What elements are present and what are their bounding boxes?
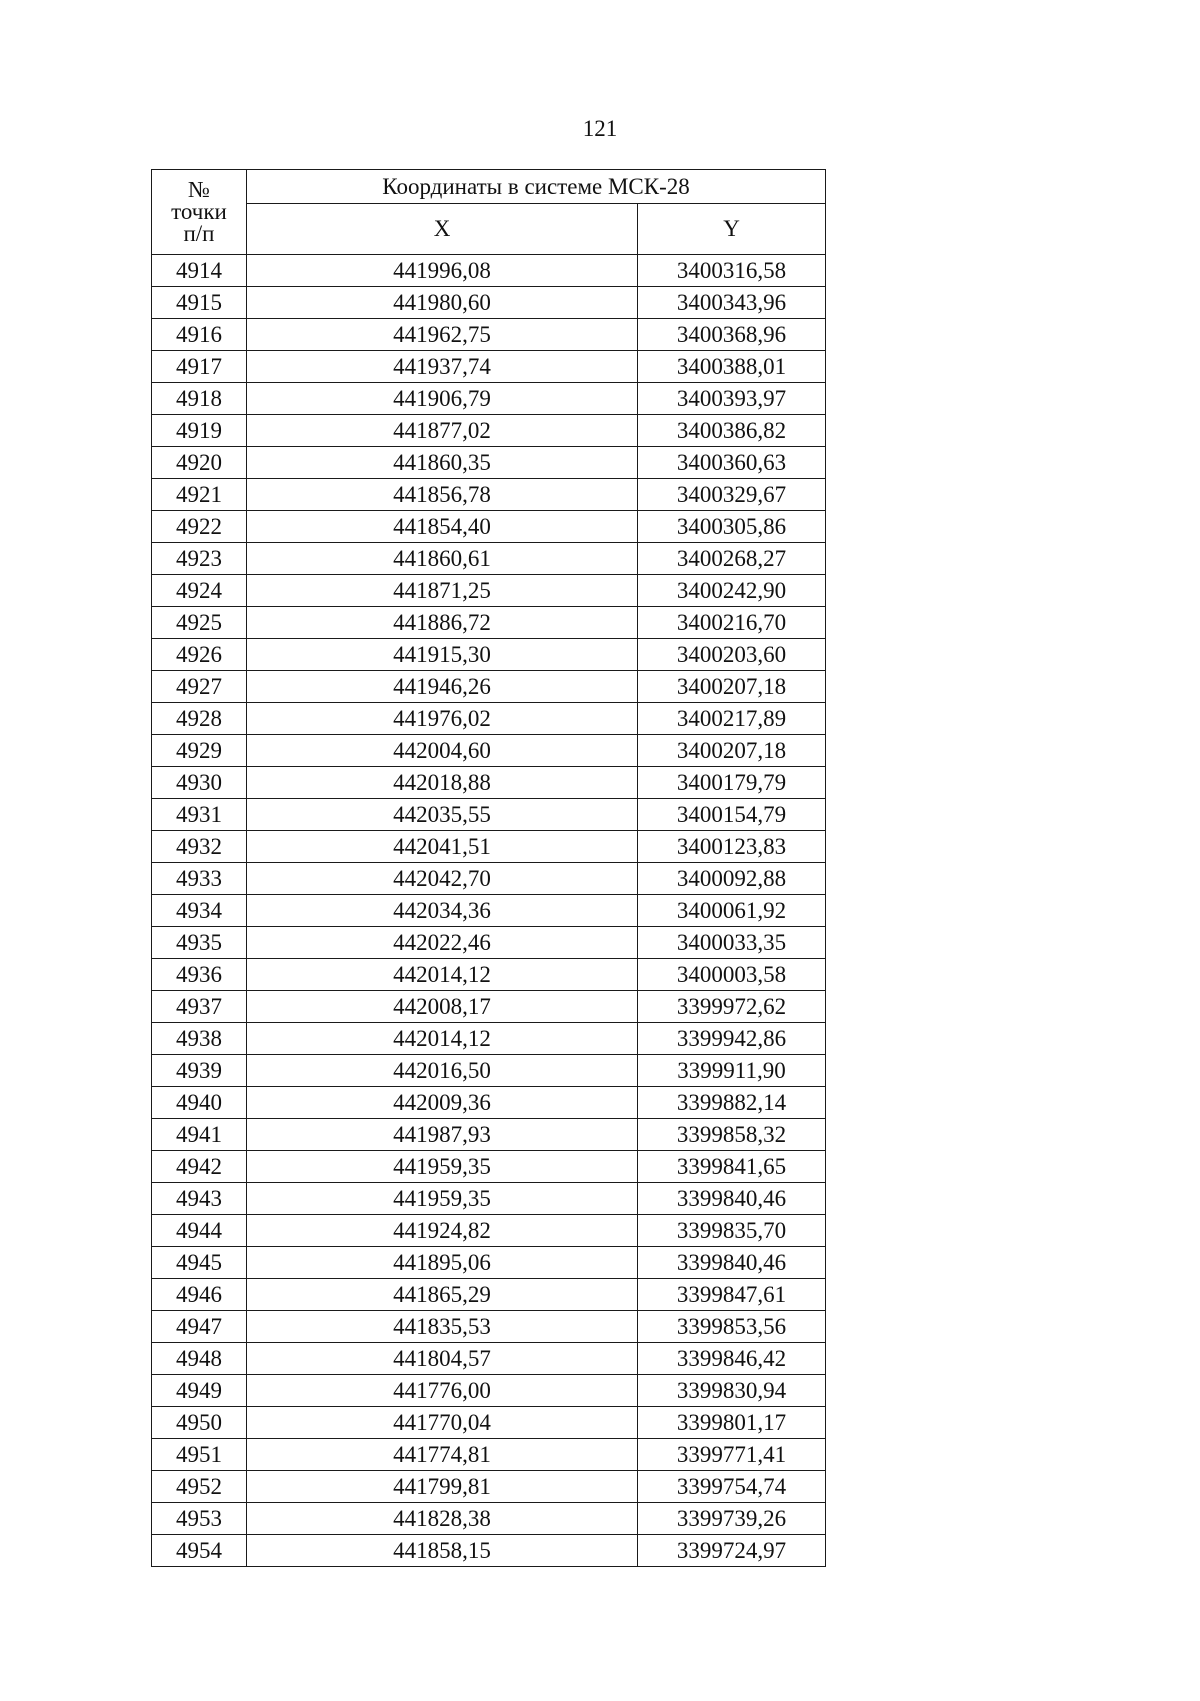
y-coordinate-cell: 3400207,18: [638, 735, 826, 767]
y-coordinate-cell: 3400368,96: [638, 319, 826, 351]
y-coordinate-cell: 3400388,01: [638, 351, 826, 383]
x-coordinate-cell: 442022,46: [247, 927, 638, 959]
point-number-cell: 4954: [152, 1535, 247, 1567]
table-row: [152, 671, 826, 703]
table-row: [152, 1055, 826, 1087]
x-coordinate-cell: 441976,02: [247, 703, 638, 735]
point-number-cell: 4916: [152, 319, 247, 351]
point-number-cell: 4940: [152, 1087, 247, 1119]
x-coordinate-cell: 441877,02: [247, 415, 638, 447]
table-row: [152, 639, 826, 671]
table-row: [152, 735, 826, 767]
y-coordinate-cell: 3399847,61: [638, 1279, 826, 1311]
x-coordinate-cell: 441770,04: [247, 1407, 638, 1439]
y-coordinate-cell: 3400123,83: [638, 831, 826, 863]
y-coordinate-cell: 3400316,58: [638, 255, 826, 287]
table-row: [152, 1183, 826, 1215]
point-number-cell: 4921: [152, 479, 247, 511]
x-coordinate-cell: 442035,55: [247, 799, 638, 831]
coordinates-table: [151, 169, 826, 1567]
table-row: [152, 991, 826, 1023]
x-coordinate-cell: 441854,40: [247, 511, 638, 543]
point-number-cell: 4951: [152, 1439, 247, 1471]
table-row: [152, 383, 826, 415]
point-number-cell: 4918: [152, 383, 247, 415]
x-coordinate-cell: 441865,29: [247, 1279, 638, 1311]
point-number-cell: 4933: [152, 863, 247, 895]
x-coordinate-cell: 441895,06: [247, 1247, 638, 1279]
y-coordinate-cell: 3400305,86: [638, 511, 826, 543]
y-column-header: Y: [638, 204, 826, 255]
coordinates-system-header: Координаты в системе МСК-28: [247, 170, 826, 204]
table-row: [152, 415, 826, 447]
page-number: 121: [582, 116, 618, 141]
x-coordinate-cell: 441937,74: [247, 351, 638, 383]
point-number-cell: 4919: [152, 415, 247, 447]
table-row: [152, 1215, 826, 1247]
table-row: [152, 575, 826, 607]
y-coordinate-cell: 3400268,27: [638, 543, 826, 575]
table-body: [152, 255, 826, 1567]
point-number-cell: 4936: [152, 959, 247, 991]
point-number-cell: 4934: [152, 895, 247, 927]
x-coordinate-cell: 441946,26: [247, 671, 638, 703]
y-coordinate-cell: 3400092,88: [638, 863, 826, 895]
x-column-header: X: [247, 204, 638, 255]
y-coordinate-cell: 3400154,79: [638, 799, 826, 831]
point-number-cell: 4941: [152, 1119, 247, 1151]
x-coordinate-cell: 441858,15: [247, 1535, 638, 1567]
table-row: [152, 479, 826, 511]
table-row: [152, 543, 826, 575]
x-coordinate-cell: 442018,88: [247, 767, 638, 799]
point-number-cell: 4948: [152, 1343, 247, 1375]
point-number-cell: 4925: [152, 607, 247, 639]
table-row: [152, 799, 826, 831]
point-number-header-line2: точки: [171, 199, 227, 224]
x-coordinate-cell: 441980,60: [247, 287, 638, 319]
y-coordinate-cell: 3400386,82: [638, 415, 826, 447]
y-coordinate-cell: 3399840,46: [638, 1247, 826, 1279]
y-coordinate-cell: 3399972,62: [638, 991, 826, 1023]
point-number-cell: 4943: [152, 1183, 247, 1215]
x-coordinate-cell: 442009,36: [247, 1087, 638, 1119]
point-number-cell: 4914: [152, 255, 247, 287]
point-number-cell: 4937: [152, 991, 247, 1023]
point-number-header-line3: п/п: [183, 221, 215, 246]
x-coordinate-cell: 442004,60: [247, 735, 638, 767]
x-coordinate-cell: 442016,50: [247, 1055, 638, 1087]
point-number-cell: 4924: [152, 575, 247, 607]
point-number-cell: 4938: [152, 1023, 247, 1055]
x-coordinate-cell: 441804,57: [247, 1343, 638, 1375]
y-coordinate-cell: 3399771,41: [638, 1439, 826, 1471]
y-coordinate-cell: 3400217,89: [638, 703, 826, 735]
x-coordinate-cell: 441776,00: [247, 1375, 638, 1407]
table-row: [152, 511, 826, 543]
table-row: [152, 607, 826, 639]
table-row: [152, 1087, 826, 1119]
y-coordinate-cell: 3399841,65: [638, 1151, 826, 1183]
table-row: [152, 255, 826, 287]
y-coordinate-cell: 3400242,90: [638, 575, 826, 607]
x-coordinate-cell: 441871,25: [247, 575, 638, 607]
table-row: [152, 959, 826, 991]
y-coordinate-cell: 3400061,92: [638, 895, 826, 927]
table-row: [152, 1407, 826, 1439]
y-coordinate-cell: 3399942,86: [638, 1023, 826, 1055]
point-number-header-line1: №: [188, 177, 210, 202]
table-row: [152, 895, 826, 927]
y-coordinate-cell: 3399911,90: [638, 1055, 826, 1087]
point-number-cell: 4931: [152, 799, 247, 831]
table-row: [152, 1119, 826, 1151]
point-number-cell: 4953: [152, 1503, 247, 1535]
point-number-cell: 4942: [152, 1151, 247, 1183]
y-coordinate-cell: 3400207,18: [638, 671, 826, 703]
table-row: [152, 287, 826, 319]
table-row: [152, 1151, 826, 1183]
table-row: [152, 1311, 826, 1343]
table-row: [152, 1471, 826, 1503]
y-coordinate-cell: 3399830,94: [638, 1375, 826, 1407]
y-coordinate-cell: 3400203,60: [638, 639, 826, 671]
x-coordinate-cell: 441959,35: [247, 1151, 638, 1183]
table-row: [152, 831, 826, 863]
y-coordinate-cell: 3400216,70: [638, 607, 826, 639]
table-row: [152, 1503, 826, 1535]
x-coordinate-cell: 442041,51: [247, 831, 638, 863]
point-number-cell: 4917: [152, 351, 247, 383]
point-number-cell: 4944: [152, 1215, 247, 1247]
point-number-header: [152, 170, 247, 255]
point-number-cell: 4923: [152, 543, 247, 575]
table-row: [152, 703, 826, 735]
y-coordinate-cell: 3400329,67: [638, 479, 826, 511]
table-row: [152, 319, 826, 351]
y-coordinate-cell: 3400393,97: [638, 383, 826, 415]
point-number-cell: 4926: [152, 639, 247, 671]
x-coordinate-cell: 442034,36: [247, 895, 638, 927]
point-number-cell: 4946: [152, 1279, 247, 1311]
y-coordinate-cell: 3399801,17: [638, 1407, 826, 1439]
table-row: [152, 927, 826, 959]
point-number-cell: 4947: [152, 1311, 247, 1343]
y-coordinate-cell: 3399739,26: [638, 1503, 826, 1535]
y-coordinate-cell: 3399846,42: [638, 1343, 826, 1375]
x-coordinate-cell: 441906,79: [247, 383, 638, 415]
y-coordinate-cell: 3399840,46: [638, 1183, 826, 1215]
x-coordinate-cell: 441799,81: [247, 1471, 638, 1503]
point-number-cell: 4929: [152, 735, 247, 767]
x-coordinate-cell: 441962,75: [247, 319, 638, 351]
x-coordinate-cell: 441860,61: [247, 543, 638, 575]
y-coordinate-cell: 3400003,58: [638, 959, 826, 991]
y-coordinate-cell: 3400360,63: [638, 447, 826, 479]
point-number-cell: 4922: [152, 511, 247, 543]
x-coordinate-cell: 442008,17: [247, 991, 638, 1023]
x-coordinate-cell: 441835,53: [247, 1311, 638, 1343]
table-row: [152, 1343, 826, 1375]
point-number-cell: 4935: [152, 927, 247, 959]
point-number-cell: 4928: [152, 703, 247, 735]
y-coordinate-cell: 3399882,14: [638, 1087, 826, 1119]
y-coordinate-cell: 3400343,96: [638, 287, 826, 319]
x-coordinate-cell: 441959,35: [247, 1183, 638, 1215]
x-coordinate-cell: 441856,78: [247, 479, 638, 511]
point-number-cell: 4945: [152, 1247, 247, 1279]
table-row: [152, 1535, 826, 1567]
table-header: [152, 170, 826, 255]
y-coordinate-cell: 3400033,35: [638, 927, 826, 959]
y-coordinate-cell: 3399853,56: [638, 1311, 826, 1343]
point-number-cell: 4920: [152, 447, 247, 479]
x-coordinate-cell: 441987,93: [247, 1119, 638, 1151]
point-number-cell: 4950: [152, 1407, 247, 1439]
y-coordinate-cell: 3399858,32: [638, 1119, 826, 1151]
x-coordinate-cell: 442042,70: [247, 863, 638, 895]
point-number-cell: 4930: [152, 767, 247, 799]
table-row: [152, 1439, 826, 1471]
x-coordinate-cell: 442014,12: [247, 959, 638, 991]
point-number-cell: 4932: [152, 831, 247, 863]
table-row: [152, 767, 826, 799]
table-row: [152, 863, 826, 895]
x-coordinate-cell: 441774,81: [247, 1439, 638, 1471]
table-row: [152, 447, 826, 479]
x-coordinate-cell: 441915,30: [247, 639, 638, 671]
table-row: [152, 351, 826, 383]
table-row: [152, 1375, 826, 1407]
point-number-cell: 4927: [152, 671, 247, 703]
y-coordinate-cell: 3399754,74: [638, 1471, 826, 1503]
table-row: [152, 1279, 826, 1311]
x-coordinate-cell: 441828,38: [247, 1503, 638, 1535]
y-coordinate-cell: 3399724,97: [638, 1535, 826, 1567]
x-coordinate-cell: 442014,12: [247, 1023, 638, 1055]
point-number-cell: 4949: [152, 1375, 247, 1407]
table-row: [152, 1023, 826, 1055]
x-coordinate-cell: 441860,35: [247, 447, 638, 479]
y-coordinate-cell: 3399835,70: [638, 1215, 826, 1247]
point-number-cell: 4915: [152, 287, 247, 319]
table-row: [152, 1247, 826, 1279]
x-coordinate-cell: 441886,72: [247, 607, 638, 639]
x-coordinate-cell: 441996,08: [247, 255, 638, 287]
x-coordinate-cell: 441924,82: [247, 1215, 638, 1247]
point-number-cell: 4939: [152, 1055, 247, 1087]
y-coordinate-cell: 3400179,79: [638, 767, 826, 799]
point-number-cell: 4952: [152, 1471, 247, 1503]
